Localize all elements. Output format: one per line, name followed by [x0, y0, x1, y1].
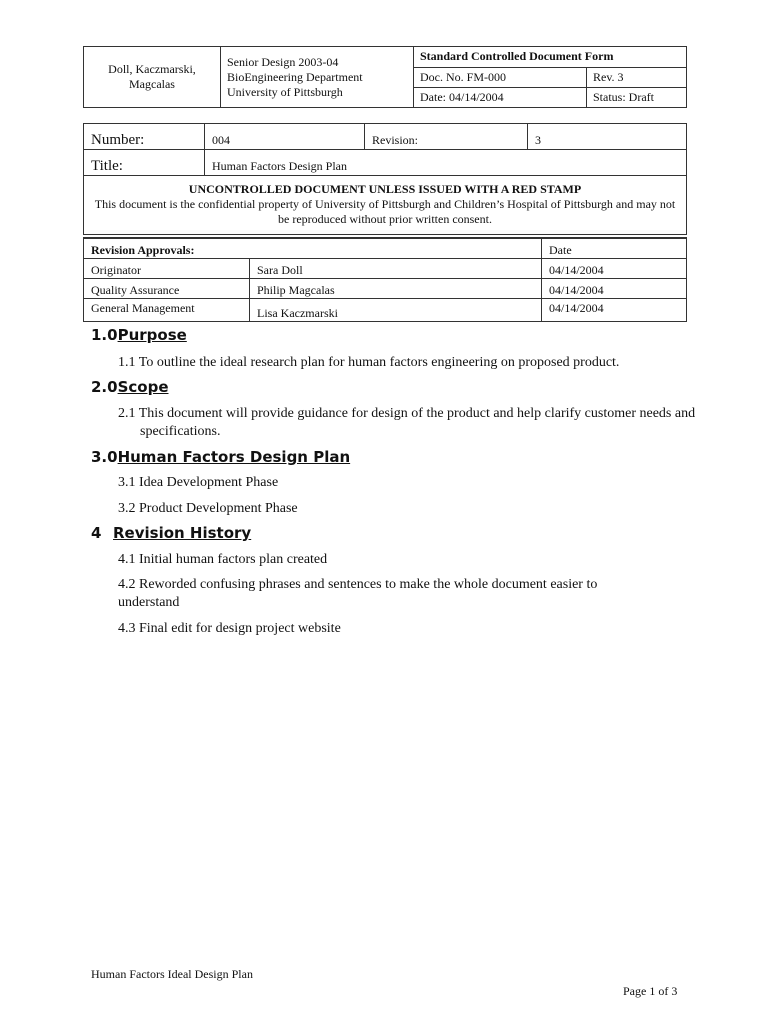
form-title: Standard Controlled Document Form [414, 47, 687, 68]
title-value: Human Factors Design Plan [205, 150, 687, 176]
section-item: 1.1 To outline the ideal research plan for human factors engineering on proposed product. [118, 355, 620, 370]
approval-date: 04/14/2004 [542, 299, 687, 322]
section-heading-design-plan [91, 448, 350, 466]
section-heading-purpose [91, 326, 187, 344]
section-item: 3.2 Product Development Phase [118, 501, 298, 516]
section-title: Purpose [117, 326, 187, 344]
section-number: 2.0 [91, 378, 118, 396]
revision-number: Rev. 3 [587, 68, 687, 88]
notice-heading: UNCONTROLLED DOCUMENT UNLESS ISSUED WITH A RED STAMP [188, 182, 582, 196]
section-item: 3.1 Idea Development Phase [118, 475, 279, 490]
revision-approvals-table [83, 237, 687, 322]
document-status: Status: Draft [587, 88, 687, 108]
footer-document-name: Human Factors Ideal Design Plan [91, 967, 253, 981]
document-info-table [83, 123, 687, 235]
approval-date: 04/14/2004 [542, 259, 687, 279]
department-cell [221, 47, 414, 108]
section-heading-revision-history [91, 524, 251, 542]
doc-number: Doc. No. FM-000 [414, 68, 587, 88]
section-item: 4.1 Initial human factors plan created [118, 552, 328, 567]
footer-page-number: Page 1 of 3 [623, 984, 678, 998]
notice-text: This document is the confidential property of University of Pittsburgh and Children’s Hospital of Pittsburgh and may not be reproduced without prior written consent. [94, 197, 676, 226]
section-title: Revision History [113, 524, 252, 542]
approval-role: General Management [84, 299, 250, 322]
revision-value: 3 [528, 124, 687, 150]
authors-cell [84, 47, 221, 108]
approval-role: Originator [84, 259, 250, 279]
approval-role: Quality Assurance [84, 279, 250, 299]
section-title: Human Factors Design Plan [117, 448, 351, 466]
section-title: Scope [117, 378, 169, 396]
approval-name: Philip Magcalas [250, 279, 542, 299]
dept-line: BioEngineering Department [227, 70, 363, 84]
section-item: 2.1 This document will provide guidance for design of the product and help clarify customer needs and specifications. [118, 406, 696, 439]
number-label: Number: [84, 124, 205, 150]
section-number: 1.0 [91, 326, 118, 344]
confidentiality-notice [84, 176, 687, 235]
number-value: 004 [205, 124, 365, 150]
dept-line: University of Pittsburgh [227, 85, 343, 99]
approvals-heading: Revision Approvals: [84, 238, 542, 259]
section-heading-scope [91, 378, 169, 396]
document-header-table [83, 46, 687, 108]
section-number: 4 [91, 524, 102, 542]
dept-line: Senior Design 2003-04 [227, 55, 339, 69]
revision-label: Revision: [365, 124, 528, 150]
title-label: Title: [84, 150, 205, 176]
section-number: 3.0 [91, 448, 118, 466]
section-item: 4.2 Reworded confusing phrases and sentences to make the whole document easier to understand [118, 577, 598, 610]
approval-date: 04/14/2004 [542, 279, 687, 299]
approval-name: Lisa Kaczmarski [250, 299, 542, 322]
approval-name: Sara Doll [250, 259, 542, 279]
authors: Doll, Kaczmarski, Magcalas [108, 62, 196, 91]
section-item: 4.3 Final edit for design project website [118, 621, 341, 636]
document-date: Date: 04/14/2004 [414, 88, 587, 108]
approvals-date-heading: Date [542, 238, 687, 259]
